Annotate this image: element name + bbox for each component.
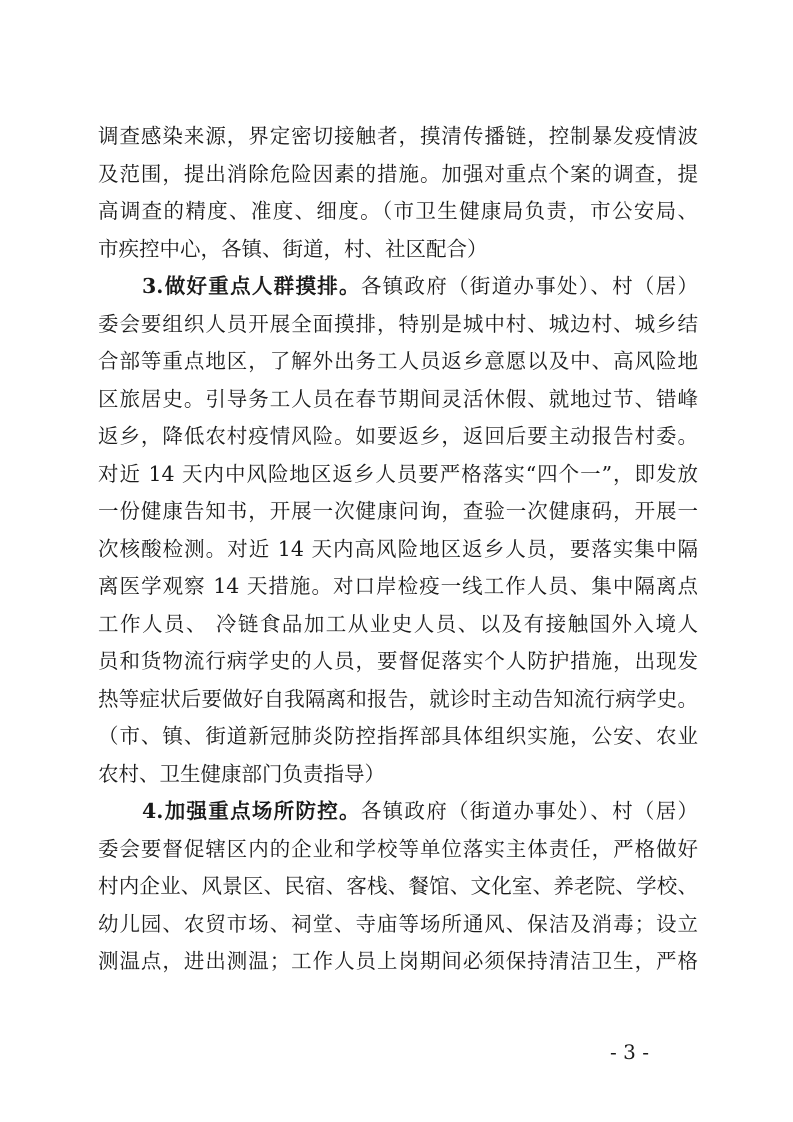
section-3-heading-line bbox=[98, 268, 698, 306]
body-line-20: 委会要督促辖区内的企业和学校等单位落实主体责任，严格做好 bbox=[98, 836, 698, 861]
section-4-intro: 各镇政府（街道办事处）、村（居） bbox=[360, 799, 698, 823]
body-line-7: 合部等重点地区，了解外出务工人员返乡意愿以及中、高风险地 bbox=[98, 349, 698, 373]
body-line-11: 一份健康告知书，开展一次健康问询，查验一次健康码，开展一 bbox=[98, 499, 698, 523]
body-line-9: 返乡，降低农村疫情风险。如要返乡，返回后要主动报告村委。 bbox=[98, 424, 698, 448]
body-line-1: 调查感染来源，界定密切接触者，摸清传播链，控制暴发疫情波 bbox=[98, 124, 698, 148]
body-line-6: 委会要组织人员开展全面摸排，特别是城中村、城边村、城乡结 bbox=[98, 311, 698, 336]
body-line-3: 高调查的精度、准度、细度。（市卫生健康局负责，市公安局、 bbox=[98, 199, 698, 223]
page-number: - 3 - bbox=[610, 1040, 649, 1064]
body-line-8: 区旅居史。引导务工人员在春节期间灵活休假、就地过节、错峰 bbox=[98, 386, 698, 411]
body-line-23: 测温点，进出测温；工作人员上岗期间必须保持清洁卫生，严格 bbox=[98, 949, 698, 973]
body-line-15: 员和货物流行病学史的人员，要督促落实个人防护措施，出现发 bbox=[98, 649, 698, 673]
body-line-10: 对近 14 天内中风险地区返乡人员要严格落实“四个一”，即发放 bbox=[98, 461, 698, 486]
section-4-heading-line bbox=[98, 793, 698, 831]
body-line-18: 农村、卫生健康部门负责指导） bbox=[98, 761, 385, 786]
body-line-12: 次核酸检测。对近 14 天内高风险地区返乡人员，要落实集中隔 bbox=[98, 536, 698, 561]
body-line-16: 热等症状后要做好自我隔离和报告，就诊时主动告知流行病学史。 bbox=[98, 686, 698, 711]
section-3-intro: 各镇政府（街道办事处）、村（居） bbox=[360, 274, 698, 298]
body-line-14: 工作人员、 冷链食品加工从业史人员、以及有接触国外入境人 bbox=[98, 611, 698, 636]
body-line-4: 市疾控中心，各镇、街道，村、社区配合） bbox=[98, 236, 488, 261]
body-line-2: 及范围，提出消除危险因素的措施。加强对重点个案的调查，提 bbox=[98, 161, 698, 186]
section-4-title: 4.加强重点场所防控。 bbox=[142, 799, 361, 823]
body-line-17: （市、镇、街道新冠肺炎防控指挥部具体组织实施，公安、农业 bbox=[98, 724, 698, 748]
document-body bbox=[98, 118, 698, 981]
body-line-13: 离医学观察 14 天措施。对口岸检疫一线工作人员、集中隔离点 bbox=[98, 574, 698, 598]
section-3-title: 3.做好重点人群摸排。 bbox=[142, 274, 361, 298]
body-line-21: 村内企业、风景区、民宿、客栈、餐馆、文化室、养老院、学校、 bbox=[98, 874, 698, 898]
body-line-22: 幼儿园、农贸市场、祠堂、寺庙等场所通风、保洁及消毒；设立 bbox=[98, 911, 698, 936]
